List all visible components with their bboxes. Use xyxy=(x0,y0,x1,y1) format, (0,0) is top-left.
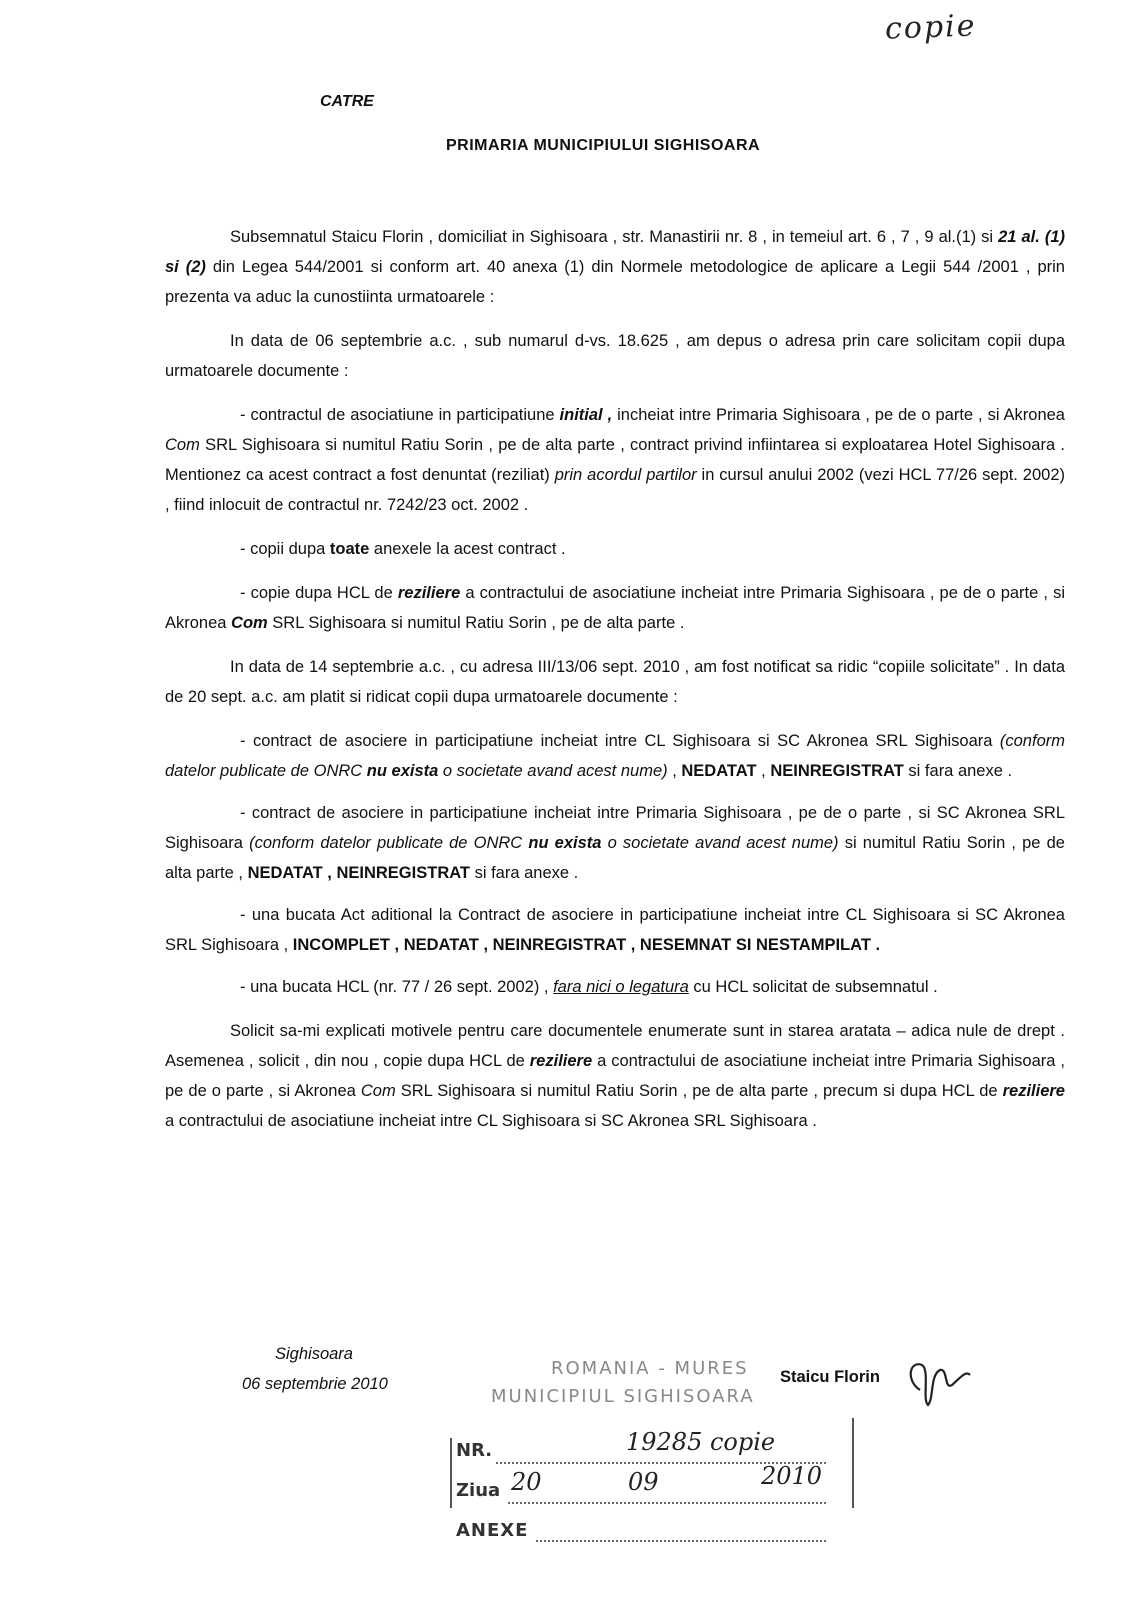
list-item-received-4: - una bucata HCL (nr. 77 / 26 sept. 2002) , fara nici o legatura cu HCL solicitat de subsemnatul . xyxy=(240,978,938,996)
stamp-border-left xyxy=(450,1438,452,1508)
list-item-annexes: - copii dupa toate anexele la acest contract . xyxy=(240,540,566,558)
stamp-day: 20 xyxy=(511,1468,542,1496)
stamp-nr-label: NR. xyxy=(456,1440,493,1461)
stamp-month: 09 xyxy=(628,1468,659,1496)
stamp-institution: MUNICIPIUL SIGHISOARA xyxy=(491,1386,755,1407)
stamp-year: 2010 xyxy=(761,1462,823,1490)
addressee-label: CATRE xyxy=(320,93,374,110)
stamp-ziua-line xyxy=(508,1502,826,1504)
stamp-nr-value: 19285 copie xyxy=(626,1428,776,1456)
handwritten-signature xyxy=(900,1340,990,1420)
signer-name: Staicu Florin xyxy=(780,1368,880,1386)
letter-body xyxy=(165,222,1065,1150)
paragraph-notification: In data de 14 septembrie a.c. , cu adresa III/13/06 sept. 2010 , am fost notificat sa ridic “copiile solicitate” . In data de 20 sept. a.c. am platit si ridicat copii dupa urmatoarele documente : xyxy=(165,658,1065,706)
paragraph-closing-request: Solicit sa-mi explicati motivele pentru care documentele enumerate sunt in starea aratata – adica nule de drept . Asemenea , solicit , din nou , copie dupa HCL de reziliere a contractului de asociatiune incheiat intre Primaria Sighisoara , pe de o parte , si Akronea Com SRL Sighisoara si numitul Ratiu Sorin , pe de alta parte , precum si dupa HCL de reziliere a contractului de asociatiune incheiat intre CL Sighisoara si SC Akronea SRL Sighisoara . xyxy=(165,1022,1065,1130)
list-item-hcl: - copie dupa HCL de reziliere a contractului de asociatiune incheiat intre Primaria Sighisoara , pe de o parte , si Akronea Com SRL Sighisoara si numitul Ratiu Sorin , pe de alta parte . xyxy=(165,584,1065,632)
list-item-received-3: - una bucata Act aditional la Contract de asociere in participatiune incheiat intre CL Sighisoara si SC Akronea SRL Sighisoara , INCOMPLET , NEDATAT , NEINREGISTRAT , NESEMNAT SI NESTAMPILAT . xyxy=(165,906,1065,954)
stamp-county: ROMANIA - MURES xyxy=(551,1358,749,1379)
list-item-received-1: - contract de asociere in participatiune incheiat intre CL Sighisoara si SC Akronea SRL Sighisoara (conform datelor publicate de ONRC nu exista o societate avand acest nume) , NEDATAT , NEINREGISTRAT si fara anexe . xyxy=(165,732,1065,780)
paragraph-intro: Subsemnatul Staicu Florin , domiciliat in Sighisoara , str. Manastirii nr. 8 , in temeiul art. 6 , 7 , 9 al.(1) si 21 al. (1) si (2) din Legea 544/2001 si conform art. 40 anexa (1) din Normele metodologice de aplicare a Legii 544 /2001 , prin prezenta va aduc la cunostiinta urmatoarele : xyxy=(165,228,1065,306)
signing-date: 06 septembrie 2010 xyxy=(242,1375,388,1393)
stamp-border-right xyxy=(852,1418,854,1508)
stamp-anexe-label: ANEXE xyxy=(456,1520,529,1541)
list-item-received-2: - contract de asociere in participatiune incheiat intre Primaria Sighisoara , pe de o parte , si SC Akronea SRL Sighisoara (conform datelor publicate de ONRC nu exista o societate avand acest nume) si numitul Ratiu Sorin , pe de alta parte , NEDATAT , NEINREGISTRAT si fara anexe . xyxy=(165,804,1065,882)
list-item-contract: - contractul de asociatiune in participatiune initial , incheiat intre Primaria Sighisoara , pe de o parte , si Akronea Com SRL Sighisoara si numitul Ratiu Sorin , pe de alta parte , contract privind infiintarea si exploatarea Hotel Sighisoara . Mentionez ca acest contract a fost denuntat (reziliat) prin acordul partilor in cursul anului 2002 (vezi HCL 77/26 sept. 2002) , fiind inlocuit de contractul nr. 7242/23 oct. 2002 . xyxy=(165,406,1065,514)
signing-place: Sighisoara xyxy=(275,1345,353,1363)
paragraph-request: In data de 06 septembrie a.c. , sub numarul d-vs. 18.625 , am depus o adresa prin care solicitam copii dupa urmatoarele documente : xyxy=(165,332,1065,380)
stamp-ziua-label: Ziua xyxy=(456,1480,501,1501)
document-title: PRIMARIA MUNICIPIULUI SIGHISOARA xyxy=(446,137,761,154)
stamp-anexe-line xyxy=(536,1540,826,1542)
registration-stamp xyxy=(456,1358,848,1541)
handwritten-copie-note: copie xyxy=(884,8,978,47)
